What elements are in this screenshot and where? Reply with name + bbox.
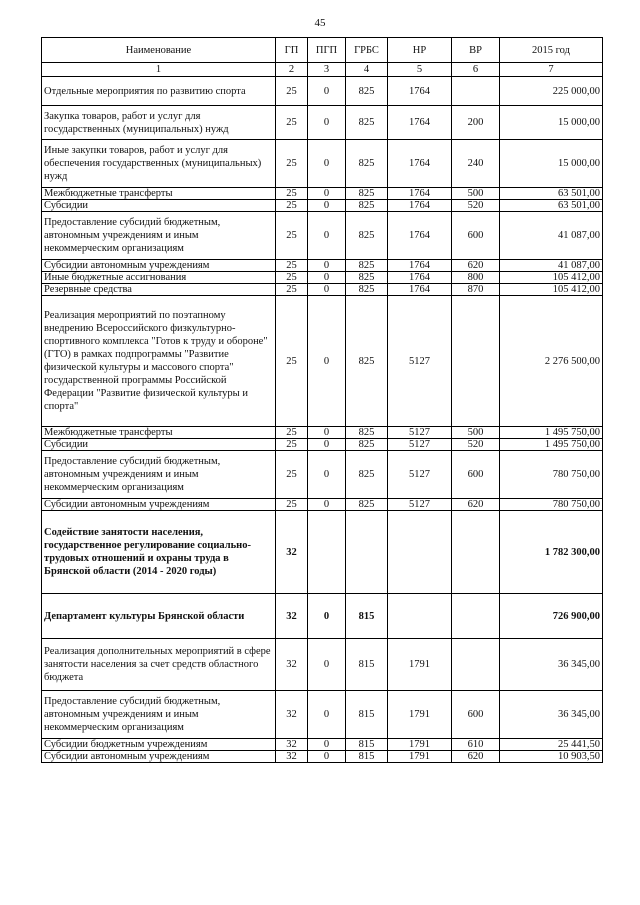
column-index: 2 xyxy=(276,63,308,77)
header-gp: ГП xyxy=(276,38,308,63)
cell-nr: 1764 xyxy=(388,284,452,296)
cell-nr: 5127 xyxy=(388,439,452,451)
cell-nr: 5127 xyxy=(388,296,452,427)
column-index: 3 xyxy=(308,63,346,77)
cell-pgp: 0 xyxy=(308,77,346,106)
header-grbs: ГРБС xyxy=(346,38,388,63)
cell-name: Резервные средства xyxy=(42,284,276,296)
cell-pgp: 0 xyxy=(308,272,346,284)
cell-grbs: 815 xyxy=(346,751,388,763)
cell-pgp: 0 xyxy=(308,499,346,511)
cell-name: Субсидии автономным учреждениям xyxy=(42,260,276,272)
cell-gp: 25 xyxy=(276,499,308,511)
cell-nr xyxy=(388,594,452,639)
table-row xyxy=(42,439,603,451)
cell-grbs: 825 xyxy=(346,77,388,106)
cell-grbs: 825 xyxy=(346,296,388,427)
cell-value: 105 412,00 xyxy=(500,272,603,284)
cell-grbs: 825 xyxy=(346,284,388,296)
cell-pgp: 0 xyxy=(308,439,346,451)
column-index: 1 xyxy=(42,63,276,77)
cell-vr xyxy=(452,296,500,427)
table-row xyxy=(42,212,603,260)
cell-pgp: 0 xyxy=(308,594,346,639)
cell-gp: 32 xyxy=(276,691,308,739)
cell-pgp: 0 xyxy=(308,296,346,427)
cell-value: 36 345,00 xyxy=(500,691,603,739)
cell-grbs: 825 xyxy=(346,439,388,451)
cell-nr: 1764 xyxy=(388,272,452,284)
budget-table xyxy=(41,37,603,763)
table-row xyxy=(42,639,603,691)
cell-vr: 620 xyxy=(452,260,500,272)
cell-nr: 1764 xyxy=(388,140,452,188)
page-number: 45 xyxy=(314,17,326,29)
cell-nr: 1764 xyxy=(388,212,452,260)
cell-gp: 32 xyxy=(276,751,308,763)
cell-nr: 1791 xyxy=(388,639,452,691)
header-pgp: ПГП xyxy=(308,38,346,63)
cell-vr: 500 xyxy=(452,427,500,439)
cell-name: Предоставление субсидий бюджетным, автономным учреждениям и иным некоммерческим организациям xyxy=(42,691,276,739)
cell-name: Субсидии автономным учреждениям xyxy=(42,751,276,763)
table-row xyxy=(42,511,603,594)
cell-name: Реализация дополнительных мероприятий в сфере занятости населения за счет средств областного бюджета xyxy=(42,639,276,691)
cell-nr: 1764 xyxy=(388,188,452,200)
table-row xyxy=(42,140,603,188)
cell-name: Департамент культуры Брянской области xyxy=(42,594,276,639)
cell-nr: 5127 xyxy=(388,451,452,499)
table-row xyxy=(42,106,603,140)
cell-vr: 500 xyxy=(452,188,500,200)
cell-pgp: 0 xyxy=(308,451,346,499)
cell-vr xyxy=(452,77,500,106)
column-index: 4 xyxy=(346,63,388,77)
cell-gp: 25 xyxy=(276,77,308,106)
cell-value: 63 501,00 xyxy=(500,188,603,200)
cell-pgp: 0 xyxy=(308,200,346,212)
cell-gp: 32 xyxy=(276,594,308,639)
column-index: 7 xyxy=(500,63,603,77)
cell-value: 41 087,00 xyxy=(500,260,603,272)
cell-gp: 25 xyxy=(276,260,308,272)
table-row xyxy=(42,691,603,739)
cell-gp: 32 xyxy=(276,639,308,691)
cell-vr xyxy=(452,511,500,594)
cell-name: Реализация мероприятий по поэтапному внедрению Всероссийского физкультурно-спортивного комплекса "Готов к труду и обороне" (ГТО) в рамках подпрограммы "Развитие физической культуры и массового спорта" государственной программы Российской Федерации "Развитие физической культуры и спорта" xyxy=(42,296,276,427)
cell-value: 1 495 750,00 xyxy=(500,439,603,451)
table-row xyxy=(42,296,603,427)
cell-vr: 600 xyxy=(452,212,500,260)
cell-vr: 620 xyxy=(452,751,500,763)
column-index: 5 xyxy=(388,63,452,77)
cell-name: Субсидии бюджетным учреждениям xyxy=(42,739,276,751)
cell-value: 225 000,00 xyxy=(500,77,603,106)
cell-name: Межбюджетные трансферты xyxy=(42,427,276,439)
cell-gp: 25 xyxy=(276,106,308,140)
cell-gp: 25 xyxy=(276,140,308,188)
cell-name: Иные бюджетные ассигнования xyxy=(42,272,276,284)
cell-value: 36 345,00 xyxy=(500,639,603,691)
cell-pgp: 0 xyxy=(308,260,346,272)
cell-grbs: 825 xyxy=(346,260,388,272)
cell-pgp: 0 xyxy=(308,639,346,691)
cell-grbs: 825 xyxy=(346,499,388,511)
cell-pgp: 0 xyxy=(308,212,346,260)
cell-gp: 25 xyxy=(276,439,308,451)
cell-grbs: 825 xyxy=(346,106,388,140)
cell-gp: 25 xyxy=(276,427,308,439)
table-row xyxy=(42,427,603,439)
table-row xyxy=(42,594,603,639)
cell-vr xyxy=(452,594,500,639)
header-vr: ВР xyxy=(452,38,500,63)
cell-grbs: 815 xyxy=(346,691,388,739)
table-row xyxy=(42,200,603,212)
cell-name: Субсидии xyxy=(42,200,276,212)
cell-vr: 610 xyxy=(452,739,500,751)
cell-pgp: 0 xyxy=(308,691,346,739)
cell-grbs: 815 xyxy=(346,594,388,639)
cell-gp: 25 xyxy=(276,451,308,499)
cell-nr: 1764 xyxy=(388,260,452,272)
cell-name: Закупка товаров, работ и услуг для государственных (муниципальных) нужд xyxy=(42,106,276,140)
cell-value: 2 276 500,00 xyxy=(500,296,603,427)
cell-nr: 5127 xyxy=(388,499,452,511)
cell-grbs: 825 xyxy=(346,188,388,200)
cell-grbs: 825 xyxy=(346,140,388,188)
cell-grbs: 825 xyxy=(346,451,388,499)
cell-grbs: 815 xyxy=(346,639,388,691)
table-row xyxy=(42,499,603,511)
table-body xyxy=(42,77,603,763)
cell-pgp: 0 xyxy=(308,106,346,140)
table-row xyxy=(42,260,603,272)
cell-value: 15 000,00 xyxy=(500,106,603,140)
cell-nr: 1764 xyxy=(388,200,452,212)
cell-name: Содействие занятости населения, государственное регулирование социально-трудовых отношений и охраны труда в Брянской области (2014 - 2020 годы) xyxy=(42,511,276,594)
cell-nr: 1764 xyxy=(388,106,452,140)
cell-value: 63 501,00 xyxy=(500,200,603,212)
cell-vr: 200 xyxy=(452,106,500,140)
cell-value: 15 000,00 xyxy=(500,140,603,188)
cell-name: Субсидии автономным учреждениям xyxy=(42,499,276,511)
cell-pgp: 0 xyxy=(308,739,346,751)
cell-nr: 1764 xyxy=(388,77,452,106)
cell-pgp: 0 xyxy=(308,284,346,296)
column-index-row xyxy=(42,63,603,77)
cell-name: Иные закупки товаров, работ и услуг для обеспечения государственных (муниципальных) нужд xyxy=(42,140,276,188)
cell-name: Предоставление субсидий бюджетным, автономным учреждениям и иным некоммерческим организациям xyxy=(42,212,276,260)
table-row xyxy=(42,272,603,284)
cell-name: Предоставление субсидий бюджетным, автономным учреждениям и иным некоммерческим организациям xyxy=(42,451,276,499)
table-row xyxy=(42,188,603,200)
cell-value: 726 900,00 xyxy=(500,594,603,639)
cell-grbs xyxy=(346,511,388,594)
cell-gp: 25 xyxy=(276,200,308,212)
table-row xyxy=(42,751,603,763)
cell-value: 780 750,00 xyxy=(500,499,603,511)
cell-value: 25 441,50 xyxy=(500,739,603,751)
cell-gp: 25 xyxy=(276,272,308,284)
cell-value: 780 750,00 xyxy=(500,451,603,499)
cell-vr: 620 xyxy=(452,499,500,511)
header-year: 2015 год xyxy=(500,38,603,63)
cell-nr: 1791 xyxy=(388,739,452,751)
cell-value: 1 782 300,00 xyxy=(500,511,603,594)
table-row xyxy=(42,284,603,296)
cell-grbs: 825 xyxy=(346,212,388,260)
cell-grbs: 825 xyxy=(346,200,388,212)
cell-vr xyxy=(452,639,500,691)
cell-name: Отдельные мероприятия по развитию спорта xyxy=(42,77,276,106)
cell-vr: 800 xyxy=(452,272,500,284)
cell-name: Межбюджетные трансферты xyxy=(42,188,276,200)
cell-grbs: 815 xyxy=(346,739,388,751)
cell-nr xyxy=(388,511,452,594)
cell-gp: 25 xyxy=(276,212,308,260)
cell-value: 10 903,50 xyxy=(500,751,603,763)
cell-gp: 25 xyxy=(276,296,308,427)
cell-pgp: 0 xyxy=(308,751,346,763)
cell-pgp: 0 xyxy=(308,427,346,439)
cell-pgp: 0 xyxy=(308,140,346,188)
cell-value: 105 412,00 xyxy=(500,284,603,296)
cell-vr: 600 xyxy=(452,691,500,739)
table-row xyxy=(42,77,603,106)
table-row xyxy=(42,451,603,499)
cell-gp: 25 xyxy=(276,188,308,200)
cell-grbs: 825 xyxy=(346,427,388,439)
cell-gp: 25 xyxy=(276,284,308,296)
cell-name: Субсидии xyxy=(42,439,276,451)
cell-vr: 520 xyxy=(452,200,500,212)
cell-value: 41 087,00 xyxy=(500,212,603,260)
cell-gp: 32 xyxy=(276,511,308,594)
cell-value: 1 495 750,00 xyxy=(500,427,603,439)
header-row xyxy=(42,38,603,63)
cell-pgp xyxy=(308,511,346,594)
cell-nr: 1791 xyxy=(388,691,452,739)
cell-nr: 5127 xyxy=(388,427,452,439)
table-row xyxy=(42,739,603,751)
cell-vr: 240 xyxy=(452,140,500,188)
cell-grbs: 825 xyxy=(346,272,388,284)
header-name: Наименование xyxy=(42,38,276,63)
cell-vr: 600 xyxy=(452,451,500,499)
column-index: 6 xyxy=(452,63,500,77)
cell-pgp: 0 xyxy=(308,188,346,200)
cell-gp: 32 xyxy=(276,739,308,751)
cell-vr: 520 xyxy=(452,439,500,451)
cell-vr: 870 xyxy=(452,284,500,296)
cell-nr: 1791 xyxy=(388,751,452,763)
header-nr: НР xyxy=(388,38,452,63)
